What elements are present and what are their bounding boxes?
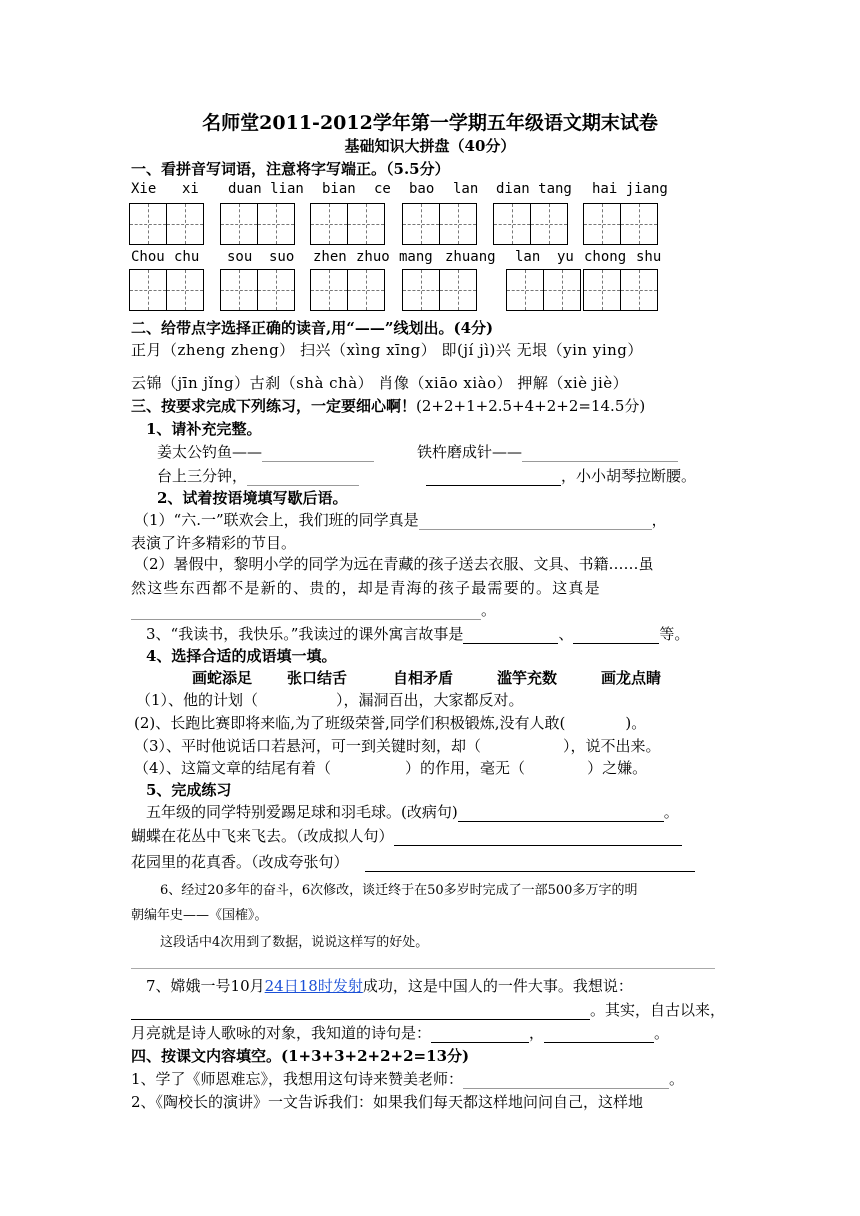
question-text: ）之嫌。 [587,759,648,777]
question-text: ， [529,1024,545,1042]
question-text: 五年级的同学特别爱踢足球和羽毛球。(改病句) [146,803,458,821]
section-3-score: (2+2+1+2.5+4+2+2=14.5分) [416,397,646,415]
proverb-prompt: 姜太公钓鱼—— [157,443,263,461]
writing-box-8[interactable] [221,269,295,311]
pinyin: chong [584,249,627,265]
question-text: （1）、他的计划（ [136,691,259,709]
pinyin: sou [227,249,253,265]
q3-7-row-2 [131,999,725,1020]
date-link[interactable]: 24日18时发射 [264,977,363,995]
exam-title: 名师堂2011-2012学年第一学期五年级语文期末试卷 [202,112,658,134]
writing-box-3[interactable] [311,203,385,245]
pinyin: shu [636,249,662,265]
pinyin: zhen [313,249,347,265]
pinyin: yu [557,249,574,265]
pinyin: bian [322,181,356,197]
q3-5-3-row [131,851,695,872]
q3-6-text-1: 6、经过20多年的奋斗，6次修改，谈迁终于在50多岁时完成了一部500多万字的明 [160,883,638,898]
section-1-heading: 一、看拼音写词语，注意将字写端正。（5.5分） [131,160,450,178]
writing-box-7[interactable] [130,269,204,311]
q3-4-3-row [134,735,661,756]
q3-4-title: 4、选择合适的成语填一填。 [146,647,337,665]
q3-2-2-row: （2）暑假中，黎明小学的同学为远在青藏的孩子送去衣服、文具、书籍……虽 [134,555,654,573]
q3-1-d-row [426,465,696,486]
answer-blank[interactable] [573,628,659,644]
pinyin: lan [453,181,479,197]
q3-2-1-cont: 表演了许多精彩的节目。 [131,534,297,552]
pinyin: Chou [131,249,165,265]
q3-6-prompt: 这段话中4次用到了数据，说说这样写的好处。 [160,935,429,950]
answer-blank[interactable] [522,446,678,462]
question-text: 花园里的花真香。（改成夸张句） [131,853,349,871]
question-text: 7、嫦娥一号10月 [146,977,265,995]
question-text: 。 [481,601,497,619]
pinyin: zhuo [356,249,390,265]
section-3-heading: 三、按要求完成下列练习，一定要细心啊！ [131,397,417,415]
pinyin: hai jiang [592,181,668,197]
question-text: 1、学了《师恩难忘》，我想用这句诗来赞美老师： [131,1070,464,1088]
question-text: 。 [669,1070,685,1088]
writing-box-1[interactable] [130,203,204,245]
question-text: ），说不出来。 [563,737,661,755]
idiom-option: 画龙点睛 [601,669,662,687]
answer-blank[interactable] [431,1027,529,1043]
question-text: 。 [654,1024,670,1042]
answer-blank[interactable] [365,856,695,872]
answer-blank[interactable] [463,628,558,644]
question-text: 成功，这是中国人的一件大事。我想说： [362,977,633,995]
question-text: （3）、平时他说话口若悬河，可一到关键时刻，却（ [134,737,482,755]
pinyin: ce [374,181,391,197]
idiom-option: 画蛇添足 [192,669,253,687]
pinyin: duan lian [228,181,304,197]
q3-6-text-2: 朝编年史——《国榷》。 [131,908,268,923]
q3-6-answer-line[interactable] [131,968,715,969]
section-3-heading-row [131,395,645,416]
writing-box-9[interactable] [311,269,385,311]
answer-blank[interactable] [458,806,664,822]
q3-1-title: 1、请补充完整。 [146,420,262,438]
question-text: 。其实，自古以来， [590,1001,726,1019]
q3-2-2-blank-row [131,599,496,620]
q3-4-1-row [136,689,524,710]
q3-5-1-row [146,801,679,822]
pinyin: mang [399,249,433,265]
question-text: 。 [663,803,679,821]
q3-7-row-3 [131,1022,669,1043]
proverb-prompt: 台上三分钟， [157,467,248,485]
q3-5-title: 5、完成练习 [146,781,232,799]
q3-2-2-cont: 然这些东西都不是新的、贵的，却是青海的孩子最需要的。这真是 [131,579,601,597]
writing-box-11[interactable] [507,269,581,311]
question-text: 等。 [659,625,690,643]
answer-blank[interactable] [247,470,359,486]
idiom-option: 张口结舌 [287,669,348,687]
pinyin: suo [269,249,295,265]
pinyin: Xie [131,181,157,197]
pinyin: xi [182,181,199,197]
writing-box-5[interactable] [494,203,568,245]
writing-box-10[interactable] [403,269,477,311]
q3-4-4-row [134,757,647,778]
question-text: (2)、长跑比赛即将来临,为了班级荣誉,同学们积极锻炼,没有人敢( [134,714,566,732]
question-text: )。 [625,714,647,732]
q3-3-row [146,623,689,644]
q3-5-2-row [131,825,682,846]
question-text: 蝴蝶在花丛中飞来飞去。（改成拟人句） [131,827,394,845]
question-text: ）的作用，毫无（ [405,759,526,777]
reading-choices-2: 云锦（jīn jǐng）古刹（shà chà） 肖像（xiāo xiào） 押解（xiè jiè） [131,374,629,392]
question-text: ），漏洞百出，大家都反对。 [336,691,524,709]
answer-blank[interactable] [131,604,481,620]
answer-blank[interactable] [426,470,561,486]
question-text: 、 [558,625,574,643]
q4-1-row [131,1068,684,1089]
answer-blank[interactable] [419,514,652,530]
section-2-heading: 二、给带点字选择正确的读音,用“——”线划出。(4分) [131,319,494,337]
writing-box-6[interactable] [584,203,658,245]
q3-2-1-row [134,509,667,530]
pinyin: chu [174,249,200,265]
writing-box-12[interactable] [584,269,658,311]
idiom-option: 自相矛盾 [393,669,454,687]
q3-2-title: 2、试着按语境填写歇后语。 [157,489,348,507]
proverb-prompt: ，小小胡琴拉断腰。 [561,467,697,485]
answer-blank[interactable] [262,446,374,462]
answer-blank[interactable] [131,1004,590,1020]
proverb-prompt: 铁杵磨成针—— [417,443,523,461]
question-text: （1）“六.一”联欢会上，我们班的同学真是 [134,511,419,529]
pinyin: bao [409,181,435,197]
exam-subtitle: 基础知识大拼盘（40分） [344,137,516,155]
pinyin: zhuang [445,249,496,265]
idiom-option: 滥竽充数 [497,669,558,687]
writing-box-2[interactable] [221,203,295,245]
answer-blank[interactable] [544,1027,654,1043]
q3-1-b-row [417,441,678,462]
q3-4-2-row [134,712,646,733]
question-text: 3、“我读书，我快乐。”我读过的课外寓言故事是 [146,625,464,643]
question-text: （4）、这篇文章的结尾有着（ [134,759,332,777]
reading-choices-1: 正月（zheng zheng） 扫兴（xìng xīng） 即(jí jì)兴 无垠（yin ying） [131,341,643,359]
q4-2-row: 2、《陶校长的演讲》一文告诉我们：如果我们每天都这样地问问自己，这样地 [131,1093,644,1111]
q3-1-a-row [157,441,374,462]
pinyin: dian tang [496,181,572,197]
question-text: 月亮就是诗人歌咏的对象，我知道的诗句是： [131,1024,432,1042]
section-4-heading: 四、按课文内容填空。(1+3+3+2+2+2=13分) [131,1047,470,1065]
answer-blank[interactable] [463,1073,669,1089]
q3-1-c-row [157,465,359,486]
q3-7-row-1 [146,975,633,996]
question-text: ， [651,511,667,529]
pinyin: lan [515,249,541,265]
writing-box-4[interactable] [403,203,477,245]
answer-blank[interactable] [394,830,682,846]
